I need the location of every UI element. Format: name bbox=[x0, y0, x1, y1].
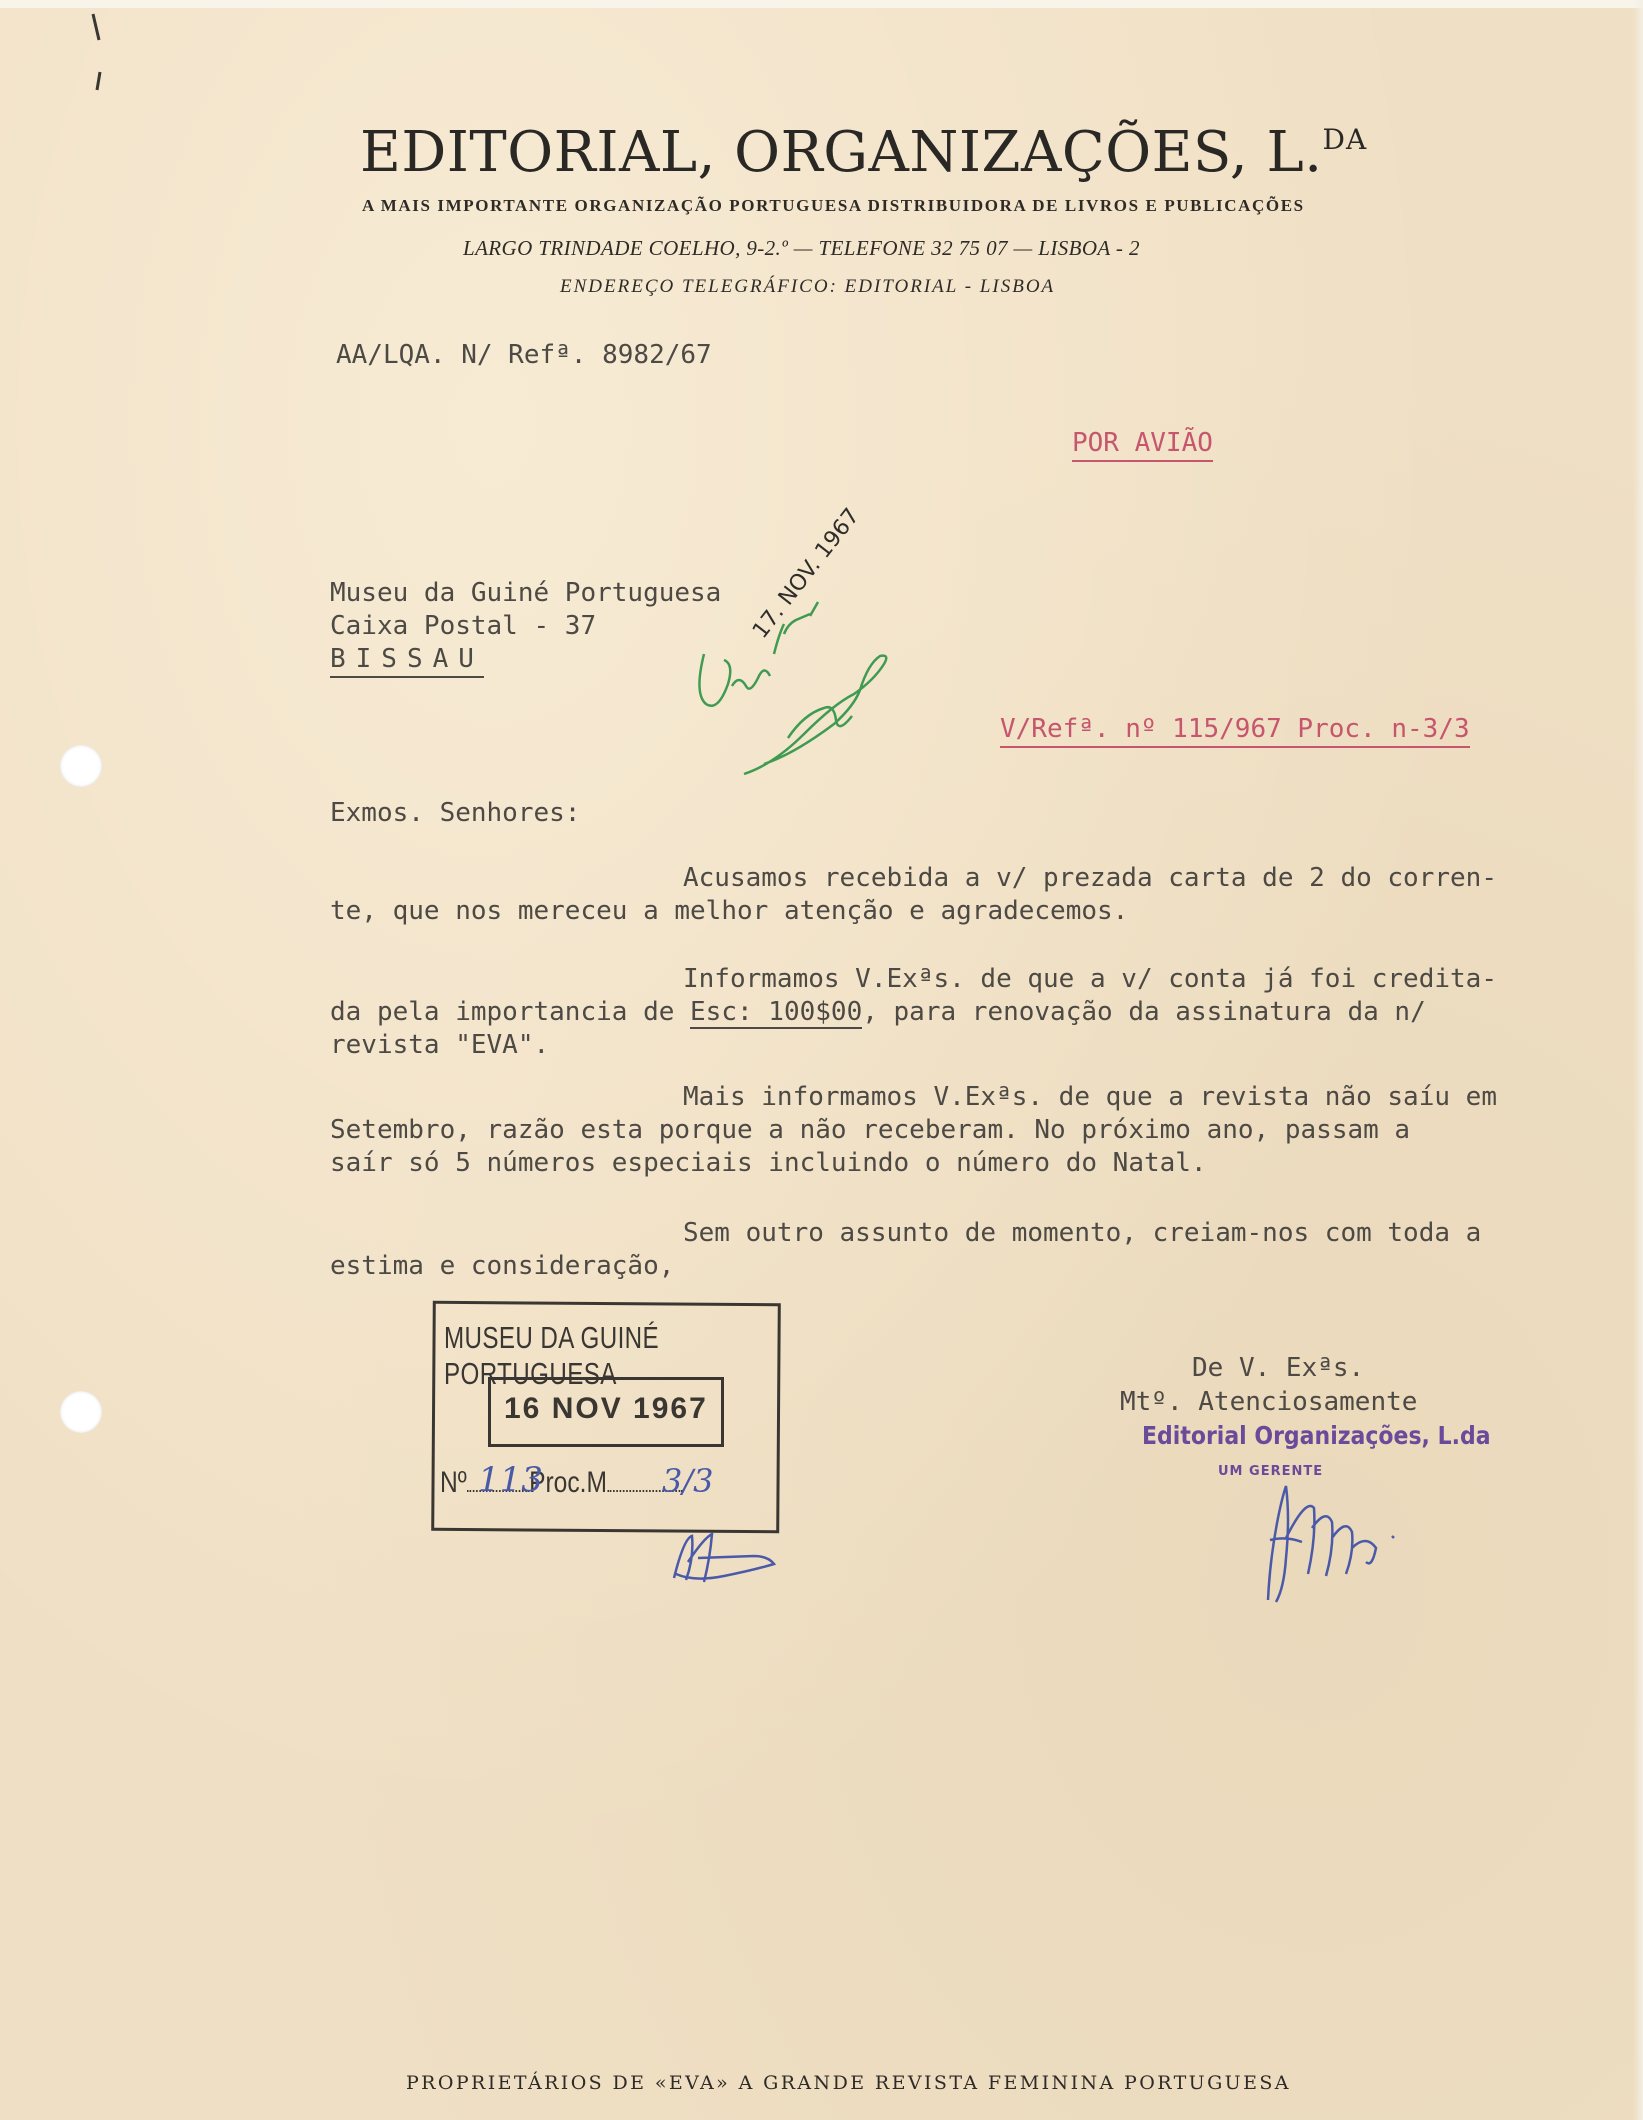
body-line: Sem outro assunto de momento, creiam-nos com toda a bbox=[683, 1218, 1482, 1248]
stamp-initials-signature bbox=[664, 1528, 784, 1588]
company-tagline: A MAIS IMPORTANTE ORGANIZAÇÃO PORTUGUESA DISTRIBUIDORA DE LIVROS E PUBLICAÇÕES bbox=[362, 196, 1305, 215]
body-text: , para renovação da assinatura da n/ bbox=[862, 997, 1426, 1027]
our-reference: AA/LQA. N/ Refª. 8982/67 bbox=[336, 340, 712, 370]
paper-right-edge bbox=[1633, 0, 1643, 2120]
salutation: Exmos. Senhores: bbox=[330, 798, 581, 828]
recipient-name: Museu da Guiné Portuguesa bbox=[330, 578, 722, 608]
stamp-title: MUSEU DA GUINÉ PORTUGUESA bbox=[444, 1320, 660, 1391]
company-address: LARGO TRINDADE COELHO, 9-2.º — TELEFONE 32 75 07 — LISBOA - 2 bbox=[463, 236, 1140, 260]
body-line: estima e consideração, bbox=[330, 1251, 675, 1281]
stamp-proc-label: Proc.M bbox=[529, 1466, 607, 1499]
body-line: Setembro, razão esta porque a não receberam. No próximo ano, passam a bbox=[330, 1115, 1411, 1145]
body-text: da pela importancia de bbox=[330, 997, 691, 1027]
punch-hole bbox=[60, 1391, 102, 1433]
firm-stamp-role: UM GERENTE bbox=[1218, 1464, 1324, 1479]
firm-stamp: Editorial Organizações, L.da bbox=[1142, 1422, 1491, 1451]
body-paragraph-3 bbox=[330, 1081, 1600, 1180]
telegraph-address: ENDEREÇO TELEGRÁFICO: EDITORIAL - LISBOA bbox=[560, 276, 1056, 297]
closing-line-1: De V. Exªs. bbox=[1192, 1353, 1365, 1383]
stamp-number-line bbox=[440, 1466, 682, 1500]
recipient-po-box: Caixa Postal - 37 bbox=[330, 611, 597, 641]
received-date: 17. NOV. 1967 bbox=[748, 503, 865, 644]
footer-note: PROPRIETÁRIOS DE «EVA» A GRANDE REVISTA FEMININA PORTUGUESA bbox=[406, 2072, 1291, 2094]
body-paragraph-2 bbox=[330, 963, 1600, 1062]
body-line: saír só 5 números especiais incluindo o número do Natal. bbox=[330, 1148, 1207, 1178]
margin-pencil-mark bbox=[90, 12, 110, 92]
body-paragraph-4 bbox=[330, 1217, 1600, 1283]
body-line bbox=[330, 996, 1600, 1029]
punch-hole bbox=[60, 745, 102, 787]
payment-amount: Esc: 100$00 bbox=[690, 997, 863, 1027]
manager-signature bbox=[1256, 1478, 1416, 1608]
stamp-number-label: Nº bbox=[440, 1466, 467, 1499]
stamp-proc-handwritten: 3/3 bbox=[662, 1462, 714, 1500]
stamp-date: 16 NOV 1967 bbox=[504, 1392, 708, 1425]
received-handwritten-note bbox=[684, 594, 914, 784]
stamp-number-handwritten: 113 bbox=[478, 1460, 543, 1500]
body-line: Informamos V.Exªs. de que a v/ conta já foi credita- bbox=[683, 964, 1497, 994]
body-line: revista "EVA". bbox=[330, 1030, 550, 1060]
body-paragraph-1 bbox=[330, 862, 1600, 928]
your-reference: V/Refª. nº 115/967 Proc. n-3/3 bbox=[1000, 714, 1470, 748]
body-line: Mais informamos V.Exªs. de que a revista não saíu em bbox=[683, 1082, 1497, 1112]
paper-top-edge bbox=[0, 0, 1643, 8]
company-name: EDITORIAL, ORGANIZAÇÕES, L.$^{DA}$ bbox=[360, 120, 1368, 185]
body-line: te, que nos mereceu a melhor atenção e agradecemos. bbox=[330, 896, 1129, 926]
recipient-city: BISSAU bbox=[330, 644, 484, 678]
airmail-mark: POR AVIÃO bbox=[1072, 428, 1213, 462]
body-line: Acusamos recebida a v/ prezada carta de 2 do corren- bbox=[683, 863, 1497, 893]
closing-line-2: Mtº. Atenciosamente bbox=[1120, 1387, 1418, 1417]
